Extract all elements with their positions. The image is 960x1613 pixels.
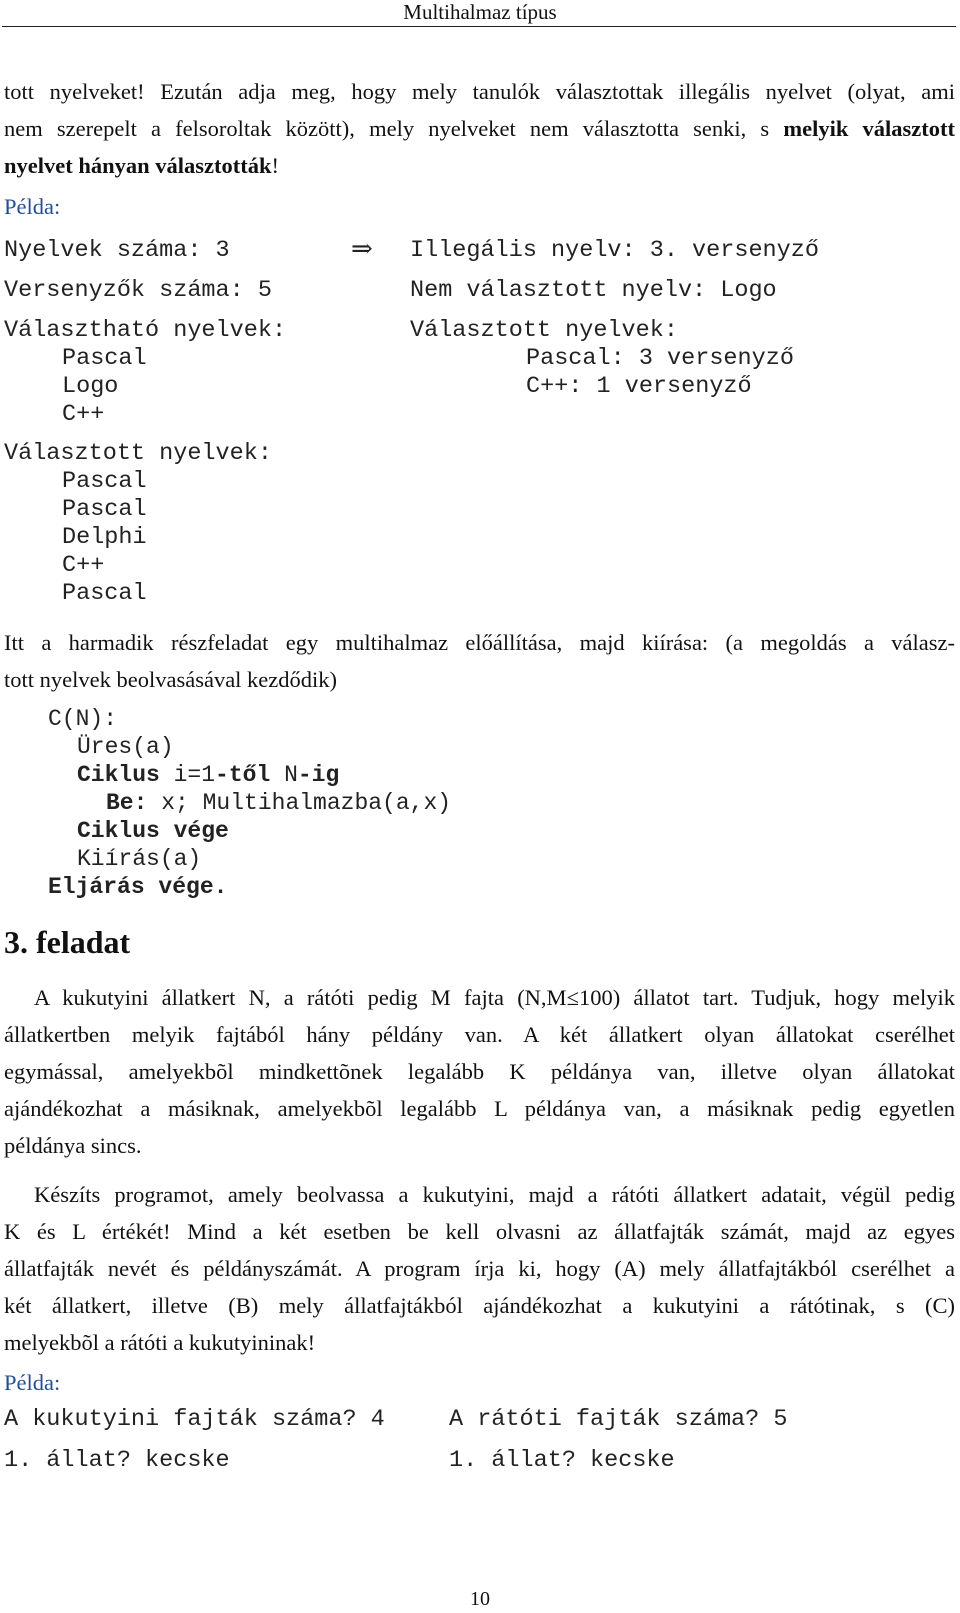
example-prompt-left: A kukutyini fajták száma? 4	[4, 1406, 385, 1433]
task-text: 100) állatot tart.	[578, 985, 739, 1010]
chosen-item: C++	[62, 552, 105, 579]
chosen-result-title: Választott nyelvek:	[410, 317, 678, 344]
subtask-line-2: tott nyelvek beolvasásával kezdődik)	[4, 667, 338, 692]
code-line-loop	[77, 761, 339, 789]
code-keyword: Ciklus	[77, 762, 160, 788]
implies-arrow-icon: ⇒	[351, 234, 373, 263]
task-text: állatkertben melyik fajtából hány példány van.	[4, 1022, 503, 1047]
code-line-print: Kiírás(a)	[77, 846, 202, 872]
intro-line-2-text: nem szerepelt a felsoroltak között), mely nyelveket nem választotta senki, s	[4, 116, 784, 141]
intro-line-3-end: !	[271, 153, 280, 178]
chosen-item: Delphi	[62, 524, 147, 551]
task-text: A program írja ki, hogy (A) mely állatfajtákból cserélhet a	[342, 1256, 955, 1281]
code-line-empty: Üres(a)	[77, 734, 174, 760]
chosen-title: Választott nyelvek:	[4, 440, 272, 467]
task-p2-line-1: Készíts programot, amely beolvassa a kukutyini, majd a rátóti állatkert adatait, végül pedig	[34, 1182, 955, 1207]
code-line-signature: C(N):	[48, 706, 118, 732]
subtask-line-1: Itt a harmadik részfeladat egy multihalmaz előállítása, majd kiírása: (a megoldás a válasz-	[4, 630, 955, 655]
chosen-result-item: C++: 1 versenyző	[526, 373, 752, 400]
code-keyword: -ig	[297, 762, 340, 788]
selectable-item: Logo	[62, 373, 119, 400]
code-text: i=1	[159, 762, 216, 788]
example-prompt-left: 1. állat? kecske	[4, 1447, 230, 1474]
task-p2-line-2	[4, 1213, 955, 1250]
intro-line-3-bold: nyelvet hányan választották	[4, 153, 272, 178]
intro-line-2-bold: melyik választott	[783, 116, 955, 141]
code-keyword: -től	[215, 762, 271, 788]
intro-line-3	[4, 147, 279, 184]
chosen-item: Pascal	[62, 496, 147, 523]
task-p2-line-3	[4, 1250, 955, 1287]
example-label: Példa:	[4, 194, 61, 219]
task-text: K és L értékét!	[4, 1219, 171, 1244]
code-line-loop-end: Ciklus vége	[77, 818, 229, 844]
contestants-count: Versenyzők száma: 5	[4, 277, 272, 304]
chosen-result-item: Pascal: 3 versenyző	[526, 345, 794, 372]
header-divider	[2, 26, 956, 27]
task-p1-line-1	[34, 979, 955, 1016]
selectable-item: C++	[62, 401, 105, 428]
code-keyword: Be:	[106, 790, 148, 816]
example-prompt-right: 1. állat? kecske	[449, 1447, 675, 1474]
task-p1-line-5: példánya sincs.	[4, 1133, 142, 1158]
task-p1-line-4: ajándékozhat a másiknak, amelyekbõl legalább L példánya van, a másiknak pedig egyetlen	[4, 1096, 955, 1121]
task-p1-line-2	[4, 1016, 955, 1053]
example-prompt-right: A rátóti fajták száma? 5	[449, 1406, 788, 1433]
code-text: x; Multihalmazba(a,x)	[147, 790, 452, 816]
selectable-item: Pascal	[62, 345, 147, 372]
intro-line-2	[4, 110, 955, 147]
task-text: Mind a két esetben be kell olvasni az állatfajták számát, majd az egyes	[170, 1219, 955, 1244]
task-p2-line-5: melyekbõl a rátóti a kukutyininak!	[4, 1330, 316, 1355]
chosen-item: Pascal	[62, 468, 147, 495]
task-p1-line-3: egymással, amelyekbõl mindkettõnek legalább K példánya van, illetve olyan állatokat	[4, 1059, 955, 1084]
example-label: Példa:	[4, 1370, 61, 1395]
code-text: N	[270, 762, 298, 788]
code-line-read	[106, 789, 451, 817]
languages-count: Nyelvek száma: 3	[4, 237, 230, 264]
task-p2-line-4: két állatkert, illetve (B) mely állatfajtákból ajándékozhat a kukutyini a rátótinak, s (C)	[4, 1293, 955, 1318]
selectable-title: Választható nyelvek:	[4, 317, 287, 344]
intro-line-1: tott nyelveket! Ezután adja meg, hogy mely tanulók választottak illegális nyelvet (olyat, ami	[4, 79, 955, 104]
not-chosen-result: Nem választott nyelv: Logo	[410, 277, 777, 304]
task-heading: 3. feladat	[4, 924, 131, 960]
task-text: állatfajták nevét és példányszámát.	[4, 1256, 343, 1281]
le-symbol: ≤	[566, 985, 579, 1010]
chosen-item: Pascal	[62, 580, 147, 607]
code-line-proc-end: Eljárás vége.	[48, 874, 228, 900]
task-text: Tudjuk, hogy melyik	[738, 985, 956, 1010]
page-number: 10	[470, 1588, 490, 1610]
running-header: Multihalmaz típus	[403, 0, 557, 24]
task-text: A két állatkert olyan állatokat cserélhet	[502, 1022, 955, 1047]
task-text: A kukutyini állatkert N, a rátóti pedig M fajta (N,M	[34, 985, 567, 1010]
illegal-language-result: Illegális nyelv: 3. versenyző	[410, 237, 819, 264]
